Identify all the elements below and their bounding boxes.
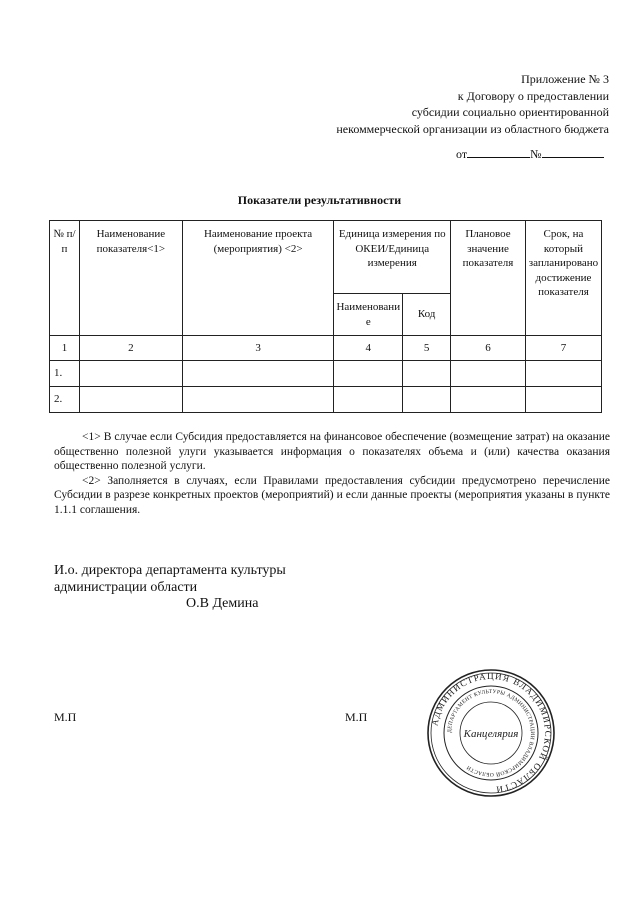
column-number: 4 xyxy=(334,336,403,361)
appendix-line-1: Приложение № 3 xyxy=(521,72,609,86)
column-number: 2 xyxy=(79,336,182,361)
table-cell xyxy=(334,361,403,387)
header-deadline: Срок, на который запланировано достижение показателя xyxy=(525,221,601,336)
official-stamp xyxy=(426,668,556,798)
footnote-1: <1> В случае если Субсидия предоставляется на финансовое обеспечение (возмещение затрат) на оказание общественно полезной улуги указывается информация о показателях объема и (или) качества оказания общественно полезной услуги. xyxy=(54,431,610,472)
table-header-row xyxy=(50,221,602,294)
appendix-line-4: некоммерческой организации из областного бюджета xyxy=(336,121,609,136)
header-num: № п/п xyxy=(50,221,80,336)
table-row xyxy=(50,361,602,387)
appendix-line-2: к Договору о предоставлении xyxy=(457,88,609,103)
date-blank xyxy=(467,147,530,158)
header-unit-name: Наименование xyxy=(334,294,403,336)
header-indicator-name: Наименование показателя<1> xyxy=(79,221,182,336)
table-cell xyxy=(79,361,182,387)
column-number: 1 xyxy=(50,336,80,361)
signature-block xyxy=(54,563,286,613)
from-label: от xyxy=(456,147,468,161)
column-number: 3 xyxy=(182,336,334,361)
signatory-name: О.В Демина xyxy=(186,596,259,611)
footnote-2: <2> Заполняется в случаях, если Правилами предоставления субсидии предусмотрено перечисление Субсидии в разрезе конкретных проектов (мероприятий) и если данные проекты (мероприятия указаны в пункте 1.1.1 соглашения. xyxy=(54,474,610,516)
reference-line xyxy=(456,147,604,162)
page-title: Показатели результативности xyxy=(237,193,402,207)
table-cell xyxy=(525,387,601,413)
table-row xyxy=(50,387,602,413)
stamp-seal-graphic xyxy=(426,668,556,798)
appendix-header xyxy=(336,71,609,137)
signatory-position: И.о. директора департамента культуры xyxy=(54,563,286,578)
number-blank xyxy=(542,147,604,158)
table-cell xyxy=(334,387,403,413)
number-label: № xyxy=(530,147,542,161)
stamp-center-text: Канцелярия xyxy=(463,728,519,740)
seal-mark-right: М.П xyxy=(345,710,368,724)
table-cell xyxy=(403,387,451,413)
table-cell xyxy=(182,387,334,413)
stamp-outer-text: АДМИНИСТРАЦИЯ ВЛАДИМИРСКОЙ ОБЛАСТИ xyxy=(429,670,554,795)
table-cell xyxy=(79,387,182,413)
footnotes xyxy=(54,430,610,517)
seal-mark-left: М.П xyxy=(54,710,77,724)
row-number: 2. xyxy=(50,387,80,413)
indicators-table xyxy=(49,220,602,413)
header-planned-value: Плановое значение показателя xyxy=(451,221,526,336)
table-cell xyxy=(451,387,526,413)
signatory-organization: администрации области xyxy=(54,579,198,595)
appendix-line-3: субсидии социально ориентированной xyxy=(411,105,609,119)
column-number: 6 xyxy=(451,336,526,361)
table-cell xyxy=(451,361,526,387)
table-cell xyxy=(182,361,334,387)
row-number: 1. xyxy=(50,361,80,387)
table-cell xyxy=(403,361,451,387)
header-unit-code: Код xyxy=(403,294,451,336)
header-project-name: Наименование проекта (мероприятия) <2> xyxy=(182,221,334,336)
header-unit: Единица измерения по ОКЕИ/Единица измерения xyxy=(334,221,451,294)
table-cell xyxy=(525,361,601,387)
column-numbers-row xyxy=(50,336,602,361)
stamp-inner-text: ДЕПАРТАМЕНТ КУЛЬТУРЫ АДМИНИСТРАЦИИ ВЛАДИМИРСКОЙ ОБЛАСТИ xyxy=(446,688,536,778)
column-number: 7 xyxy=(525,336,601,361)
column-number: 5 xyxy=(403,336,451,361)
